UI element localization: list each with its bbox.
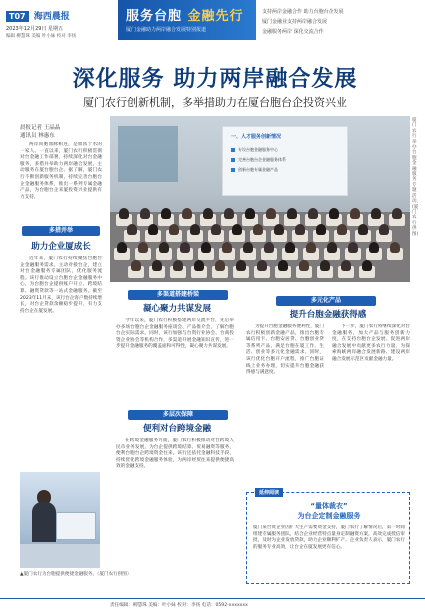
audience-person — [161, 208, 171, 219]
audience-person — [358, 224, 368, 235]
audience-person — [211, 224, 221, 235]
intro-text — [20, 142, 102, 222]
page-footer — [0, 598, 425, 611]
audience-person — [203, 208, 213, 219]
audience-person — [306, 242, 316, 253]
closing-paragraph: 下一步，厦门农行将继续深化对台金融服务，加大产品与服务创新力度，在支持台胞台企发展、促进两岸融合发展中贡献更多农行力量，为探索海峡两岸融合发展新路、建设两岸融合发展示范区贡献金融力量。 — [332, 324, 410, 362]
masthead-right-line: 金融服务两岸 深化交流合作 — [262, 29, 324, 35]
masthead-right — [262, 8, 420, 38]
screen-item: 创新台胞专属金融产品 — [231, 167, 331, 174]
audience-person — [131, 260, 141, 271]
masthead — [0, 0, 425, 40]
audience-person — [390, 242, 400, 253]
audience-person — [245, 208, 255, 219]
audience-person — [201, 242, 211, 253]
section-4-title: 便利对台跨境金融 — [142, 424, 211, 434]
section-4-paragraph: 在跨境金融服务方面，厦门农行积极推动对台跨境人民币业务发展，为台企提供跨境结算、贸易融资等服务，便利台胞台企跨境资金往来。该行还依托金融科技手段，持续优化跨境金融服务体验，为两岸经贸往来提供便捷高效的金融支持。 — [116, 438, 234, 470]
audience-person — [182, 208, 192, 219]
audience-person — [320, 260, 330, 271]
small-photo — [20, 472, 100, 568]
sidebar-body: 厦门某台资企业因扩大生产需要资金支持，厦门农行了解情况后，第一时间组建专属服务团队，结合企业经营特点量身定制融资方案，高效完成授信审批，及时为企业发放贷款，助力企业顺利扩产。企业负责人表示，厦门农行的服务专业高效，让台企在厦发展更有信心。 — [253, 525, 405, 550]
audience-person — [224, 208, 234, 219]
audience-person — [257, 260, 267, 271]
masthead-right-line: 厦门金融业支持两岸融合发展 — [262, 19, 328, 25]
audience-person — [173, 260, 183, 271]
audience-person — [371, 208, 381, 219]
sidebar-story — [246, 492, 410, 584]
audience-person — [392, 208, 402, 219]
audience-person — [140, 208, 150, 219]
photo-monitor — [56, 512, 96, 540]
section-1-title: 助力企业厦成长 — [31, 242, 91, 252]
audience-person — [215, 260, 225, 271]
byline-reporter: 晨报记者 王晶晶 — [20, 125, 61, 131]
section-4-text — [116, 438, 234, 566]
audience-person — [350, 208, 360, 219]
screen-title: 一、人才服务创新情况 — [231, 134, 282, 140]
paper-name: 海西晨报 — [33, 12, 70, 22]
closing-text — [332, 324, 410, 484]
section-3-tag: 多元化产品 — [276, 296, 376, 306]
audience-person — [232, 224, 242, 235]
audience-person — [278, 260, 288, 271]
audience-person — [329, 208, 339, 219]
audience-person — [327, 242, 337, 253]
section-3-text — [246, 324, 324, 484]
audience-person — [236, 260, 246, 271]
section-banner — [118, 0, 256, 40]
photo-side-banner — [118, 126, 178, 182]
audience-person — [243, 242, 253, 253]
audience-person — [295, 224, 305, 235]
section-subtitle: 厦门金融助力两岸融合发展特别报道 — [126, 27, 207, 33]
audience-person — [180, 242, 190, 253]
presentation-screen — [222, 126, 348, 196]
section-title — [126, 5, 244, 24]
audience-person — [274, 224, 284, 235]
audience-person — [190, 224, 200, 235]
section-3-title: 提升台胞金融获得感 — [289, 310, 367, 320]
section-title-a: 服务台胞 — [126, 9, 183, 24]
audience-person — [127, 224, 137, 235]
byline — [20, 124, 60, 140]
small-photo-caption: ▲厦门农行为台胞提供便捷金融服务。（厦门农行供图） — [20, 572, 132, 577]
audience-person — [337, 224, 347, 235]
issue-date: 2023年12月29日 星期五 — [6, 26, 64, 32]
audience-person — [264, 242, 274, 253]
audience-person — [194, 260, 204, 271]
section-1-tag: 多措并举 — [22, 226, 100, 236]
page-badge: T07 — [6, 11, 29, 22]
audience-person — [138, 242, 148, 253]
intro-paragraph: 两岸同胞血脉相连，是血浓于水的一家人。一直以来，厦门农行积极贯彻对台金融工作部署，持续深化对台金融服务，多措并举助力两岸融合发展，主动服务在厦台胞台企。据了解，厦门农行不断创新服务机制，持续完善台胞台企金融服务体系，推出一系列专属金融产品，为台胞台企来厦投资兴业提供有力支持。 — [20, 142, 102, 200]
main-photo — [110, 116, 410, 282]
masthead-left — [6, 4, 114, 39]
sidebar-tag: 延伸阅读 — [255, 488, 283, 497]
audience-person — [341, 260, 351, 271]
audience-person — [253, 224, 263, 235]
audience-person — [266, 208, 276, 219]
audience-person — [308, 208, 318, 219]
audience-person — [379, 224, 389, 235]
audience-person — [119, 208, 129, 219]
screen-item: 完善台胞台企金融服务体系 — [231, 157, 331, 164]
headline: 深化服务 助力两岸融合发展 — [72, 66, 358, 92]
byline-correspondent: 通讯员 林惠东 — [20, 133, 55, 139]
main-photo-caption: 厦门农行举办台胞金融服务专题活动。(厦门农行供图) — [412, 118, 421, 237]
section-2-tag: 多渠道搭建桥梁 — [128, 290, 228, 300]
section-3-paragraph: 为提升台胞金融服务便利性，厦门农行积极创新金融产品，推出台胞专属信用卡、台胞安居贷、台胞创业贷等系列产品，满足台胞在厦工作、生活、创业等多元化金融需求。同时，该行优化台胞开户流程，推广台胞证线上业务办理，切实提升台胞金融获得感与满意度。 — [246, 324, 324, 376]
masthead-right-line: 支持两岸金融合作 助力台胞台企发展 — [262, 9, 344, 15]
photo-person — [32, 502, 56, 542]
sidebar-subtitle: 为台企定制金融服务 — [297, 512, 361, 520]
section-1-text — [20, 256, 102, 468]
section-2-text — [116, 318, 234, 402]
section-title-b: 金融先行 — [187, 9, 244, 24]
footer-text: 责任编辑：柳慧珠 美编：叶小妹 校对：李扬 电话：0592-xxxxxxx — [110, 603, 248, 608]
audience-person — [169, 224, 179, 235]
section-4-tag: 多层次保障 — [128, 410, 228, 420]
section-1-paragraph: 近年来，厦门农行持续聚焦台胞台企金融服务需求，主动对接台企，建立对台金融服务专属团队，优化服务流程。该行推动设立台胞台企金融服务中心，为台胞台企提供账户开立、跨境结算、融资贷款等一站式金融服务。截至2023年11月末，该行台企客户数持续增长，对台企贷款余额稳步提升，有力支持台企在厦发展。 — [20, 256, 102, 314]
audience-person — [285, 242, 295, 253]
audience-person — [222, 242, 232, 253]
section-2-title: 凝心聚力共谋发展 — [142, 304, 211, 314]
audience-person — [148, 224, 158, 235]
audience-person — [159, 242, 169, 253]
editor-line: 编辑 柳慧珠 美编 叶小妹 校对 李扬 — [6, 34, 77, 39]
audience-person — [316, 224, 326, 235]
audience-person — [299, 260, 309, 271]
sidebar-title: “量体裁衣” — [310, 502, 348, 510]
audience-person — [287, 208, 297, 219]
audience-person — [348, 242, 358, 253]
audience-person — [362, 260, 372, 271]
section-2-paragraph: 今年以来，厦门农行积极搭建两岸交流平台，先后举办多场台胞台企金融服务座谈会、产品推介会，了解台胞台企实际需求。同时，该行加强与台资行业协会、台商投资企业协会等机构合作，多渠道开展金融知识宣传，进一步提升金融服务的覆盖面和可得性，凝心聚力共谋发展。 — [116, 318, 234, 350]
subheadline: 厦门农行创新机制，多举措助力在厦台胞台企投资兴业 — [83, 96, 347, 109]
screen-item: 专设台胞金融服务中心 — [231, 147, 331, 154]
photo-desk — [20, 544, 100, 568]
audience-person — [152, 260, 162, 271]
audience-person — [369, 242, 379, 253]
audience-person — [117, 242, 127, 253]
